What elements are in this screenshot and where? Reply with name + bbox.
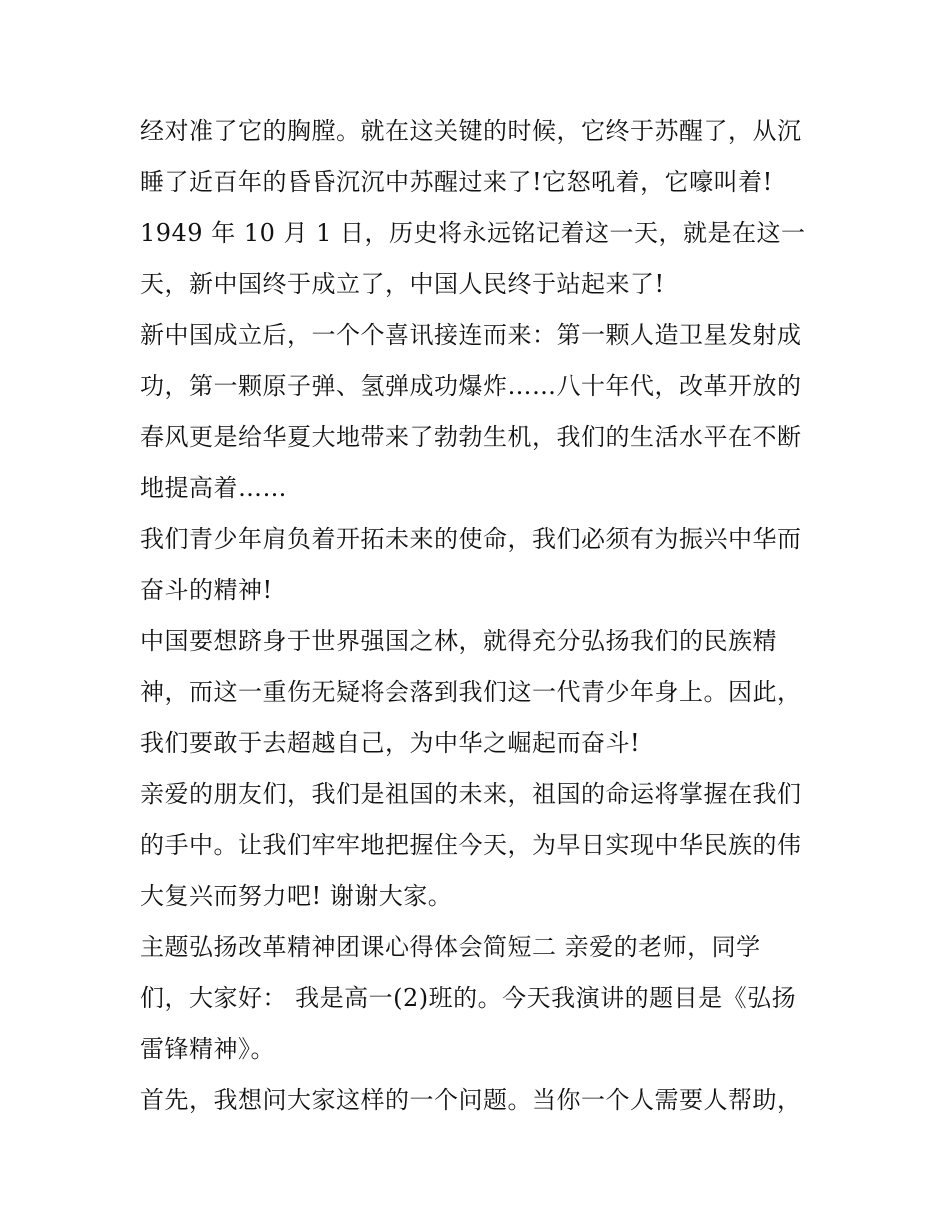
text-line: 地提高着……: [140, 474, 287, 502]
text-line: 大复兴而努力吧! 谢谢大家。: [140, 882, 453, 910]
text-line: 主题弘扬改革精神团课心得体会简短二 亲爱的老师，同学: [140, 933, 761, 961]
text-line: 亲爱的朋友们，我们是祖国的未来，祖国的命运将掌握在我们: [140, 780, 802, 808]
text-line: 天，新中国终于成立了，中国人民终于站起来了!: [140, 270, 665, 298]
text-line: 雷锋精神》。: [140, 1035, 275, 1063]
text-line: 我们要敢于去超越自己，为中华之崛起而奋斗!: [140, 729, 641, 757]
text-line: 睡了近百年的昏昏沉沉中苏醒过来了!它怒吼着，它嚎叫着!: [140, 168, 773, 196]
text-line: 中国要想跻身于世界强国之林，就得充分弘扬我们的民族精: [140, 627, 777, 655]
text-line: 奋斗的精神!: [140, 576, 273, 604]
text-line: 神，而这一重伤无疑将会落到我们这一代青少年身上。因此，: [140, 678, 802, 706]
text-line: 春风更是给华夏大地带来了勃勃生机，我们的生活水平在不断: [140, 423, 802, 451]
text-line: 首先，我想问大家这样的一个问题。当你一个人需要人帮助，: [140, 1086, 802, 1114]
text-line: 经对准了它的胸膛。就在这关键的时候，它终于苏醒了，从沉: [140, 117, 802, 145]
text-line: 新中国成立后，一个个喜讯接连而来：第一颗人造卫星发射成: [140, 321, 802, 349]
text-line: 1949 年 10 月 1 日，历史将永远铭记着这一天，就是在这一: [140, 219, 806, 247]
text-line: 功，第一颗原子弹、氢弹成功爆炸……八十年代，改革开放的: [140, 372, 802, 400]
body-text: [140, 106, 820, 1126]
text-line: 的手中。让我们牢牢地把握住今天，为早日实现中华民族的伟: [140, 831, 802, 859]
text-line: 我们青少年肩负着开拓未来的使命，我们必须有为振兴中华而: [140, 525, 802, 553]
text-line: 们，大家好： 我是高一(2)班的。今天我演讲的题目是《弘扬: [140, 984, 797, 1012]
